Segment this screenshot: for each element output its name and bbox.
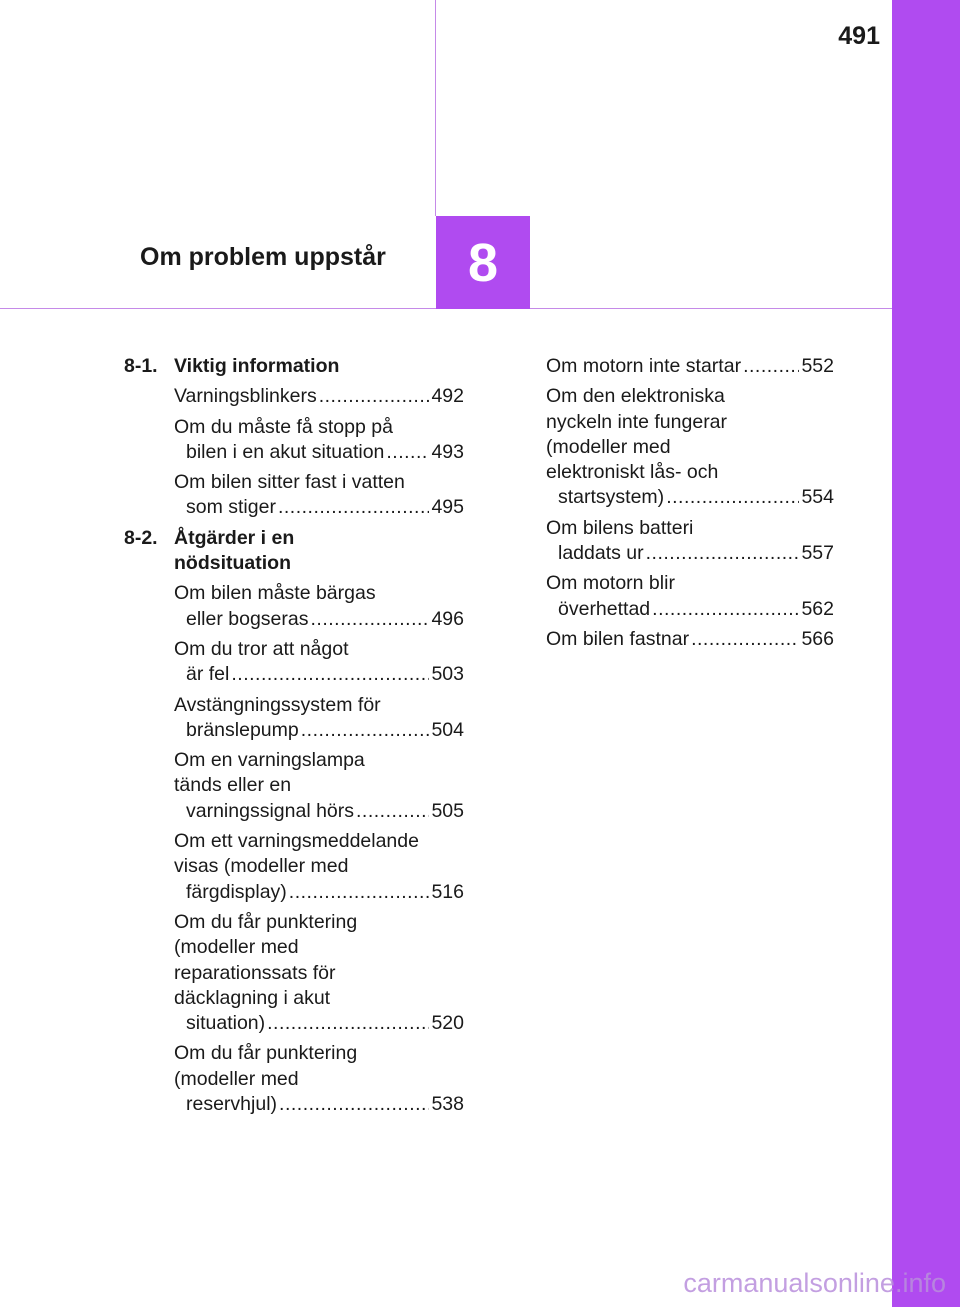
toc-entry-last-line bbox=[186, 495, 464, 520]
toc-page-number: 562 bbox=[801, 597, 834, 620]
toc-dot-leader bbox=[279, 1092, 429, 1117]
toc-entry-line: överhettad bbox=[558, 597, 651, 620]
toc-section-title-line: nödsituation bbox=[174, 552, 291, 575]
toc-dot-leader bbox=[386, 440, 429, 465]
toc-entry[interactable] bbox=[174, 581, 464, 632]
toc-section-title-line: Viktig information bbox=[174, 355, 340, 377]
toc-entry[interactable] bbox=[174, 748, 464, 824]
toc-page-number: 552 bbox=[801, 355, 834, 377]
toc-dot-leader bbox=[691, 627, 799, 652]
toc-entry-last-line bbox=[186, 662, 464, 687]
toc-entry-line: varningssignal hörs bbox=[186, 799, 355, 822]
page-number: 491 bbox=[838, 22, 880, 50]
toc-entry-line: Om ett varningsmeddelande bbox=[174, 830, 419, 853]
toc-entry[interactable] bbox=[546, 627, 834, 652]
toc-entry-line: elektroniskt lås- och bbox=[546, 461, 719, 484]
toc-entry-list bbox=[174, 384, 464, 520]
toc-entry-last-line bbox=[558, 485, 834, 510]
toc-entry[interactable] bbox=[546, 354, 834, 379]
toc-entry-line: reservhjul) bbox=[186, 1093, 278, 1116]
toc-entry-last-line bbox=[186, 880, 464, 905]
toc-entry[interactable] bbox=[546, 516, 834, 567]
toc-page-number: 516 bbox=[431, 880, 464, 903]
toc-entry[interactable] bbox=[174, 470, 464, 521]
toc-entry-line: Om bilen sitter fast i vatten bbox=[174, 471, 405, 494]
toc-entry-line: Om du får punktering bbox=[174, 910, 358, 933]
toc-entry-line: eller bogseras bbox=[186, 607, 309, 630]
toc-entry[interactable] bbox=[174, 415, 464, 466]
toc-section-title bbox=[174, 354, 464, 379]
toc-dot-leader bbox=[319, 384, 430, 409]
watermark: carmanualsonline.info bbox=[683, 1268, 946, 1298]
toc-entry-last-line bbox=[186, 718, 464, 743]
toc-dot-leader bbox=[267, 1011, 429, 1036]
toc-entry-line: nyckeln inte fungerar bbox=[546, 410, 728, 433]
toc-entry-line: är fel bbox=[186, 663, 230, 686]
toc-entry-last-line bbox=[546, 627, 834, 652]
toc-entry-line: däcklagning i akut bbox=[174, 986, 331, 1009]
chapter-side-tab bbox=[892, 0, 960, 1307]
toc-entry[interactable] bbox=[174, 1041, 464, 1117]
toc-entry-line: visas (modeller med bbox=[174, 855, 349, 878]
toc-entry-line: Om en varningslampa bbox=[174, 749, 365, 772]
toc-entry-line: reparationssats för bbox=[174, 961, 336, 984]
toc-dot-leader bbox=[666, 485, 799, 510]
toc-entry-line: Om bilen måste bärgas bbox=[174, 582, 376, 605]
toc-section-title bbox=[174, 526, 464, 577]
toc-dot-leader bbox=[278, 495, 430, 520]
toc-entry[interactable] bbox=[174, 910, 464, 1036]
toc-page-number: 554 bbox=[801, 486, 834, 509]
toc-page-number: 492 bbox=[431, 385, 464, 408]
toc-page-number: 495 bbox=[431, 496, 464, 519]
toc-entry-line: Om motorn inte startar bbox=[546, 355, 742, 377]
toc-right-column bbox=[546, 354, 834, 657]
toc-entry-line: färgdisplay) bbox=[186, 880, 287, 903]
toc-entry-line: Om bilens batteri bbox=[546, 516, 694, 539]
toc-entry[interactable] bbox=[546, 571, 834, 622]
toc-entry-line: bilen i en akut situation bbox=[186, 440, 385, 463]
toc-entry-line: Om bilen fastnar bbox=[546, 627, 690, 650]
toc-entry-last-line bbox=[174, 384, 464, 409]
toc-page-number: 557 bbox=[801, 542, 834, 565]
toc-dot-leader bbox=[289, 880, 430, 905]
toc-entry-line: Varningsblinkers bbox=[174, 385, 317, 408]
toc-entry-last-line bbox=[558, 597, 834, 622]
toc-entry-line: laddats ur bbox=[558, 542, 644, 565]
toc-section-number: 8-2. bbox=[124, 526, 158, 549]
chapter-title: Om problem uppstår bbox=[140, 243, 386, 271]
toc-entry-last-line bbox=[186, 1011, 464, 1036]
toc-dot-leader bbox=[743, 354, 799, 379]
toc-entry-last-line bbox=[186, 607, 464, 632]
toc-entry-list bbox=[174, 581, 464, 1117]
toc-entry-list bbox=[546, 354, 834, 652]
toc-page-number: 493 bbox=[431, 440, 464, 463]
toc-entry-line: Om motorn blir bbox=[546, 572, 675, 595]
toc-entry-line: som stiger bbox=[186, 496, 276, 519]
toc-entry[interactable] bbox=[174, 637, 464, 688]
toc-entry-last-line bbox=[186, 1092, 464, 1117]
toc-entry-line: Om du får punktering bbox=[174, 1042, 358, 1065]
toc-entry[interactable] bbox=[174, 384, 464, 409]
toc-left-column bbox=[124, 354, 464, 1122]
toc-page-number: 504 bbox=[431, 718, 464, 741]
toc-entry-line: (modeller med bbox=[174, 1067, 299, 1090]
toc-section-heading bbox=[124, 354, 464, 379]
toc-entry-line: startsystem) bbox=[558, 486, 665, 509]
toc-entry-line: bränslepump bbox=[186, 718, 299, 741]
toc-page-number: 496 bbox=[431, 607, 464, 630]
toc-entry-last-line bbox=[186, 799, 464, 824]
toc-entry-last-line bbox=[186, 440, 464, 465]
toc-entry-line: Om den elektroniska bbox=[546, 385, 725, 408]
toc-page-number: 503 bbox=[431, 663, 464, 686]
toc-section-heading bbox=[124, 526, 464, 577]
chapter-number-badge: 8 bbox=[436, 216, 530, 309]
toc-dot-leader bbox=[652, 597, 799, 622]
header-divider-vertical bbox=[435, 0, 436, 216]
toc-entry[interactable] bbox=[174, 829, 464, 905]
toc-entry[interactable] bbox=[174, 693, 464, 744]
toc-entry-last-line bbox=[546, 354, 834, 379]
toc-entry-line: Om du tror att något bbox=[174, 637, 349, 660]
toc-entry-line: situation) bbox=[186, 1012, 266, 1035]
toc-entry-line: (modeller med bbox=[174, 936, 299, 959]
toc-page-number: 566 bbox=[801, 627, 834, 650]
toc-entry-last-line bbox=[558, 541, 834, 566]
toc-dot-leader bbox=[310, 607, 429, 632]
toc-section-number: 8-1. bbox=[124, 355, 158, 377]
toc-entry-line: (modeller med bbox=[546, 435, 671, 458]
toc-page-number: 505 bbox=[431, 799, 464, 822]
toc-entry-line: Avstängningssystem för bbox=[174, 693, 381, 716]
toc-entry[interactable] bbox=[546, 384, 834, 510]
toc-dot-leader bbox=[646, 541, 800, 566]
toc-section-title-line: Åtgärder i en bbox=[174, 526, 295, 549]
toc-dot-leader bbox=[231, 662, 429, 687]
toc-entry-line: tänds eller en bbox=[174, 774, 292, 797]
toc-dot-leader bbox=[301, 718, 430, 743]
toc-dot-leader bbox=[356, 799, 429, 824]
toc-page-number: 520 bbox=[431, 1012, 464, 1035]
toc-entry-line: Om du måste få stopp på bbox=[174, 415, 393, 438]
toc-page-number: 538 bbox=[431, 1093, 464, 1116]
